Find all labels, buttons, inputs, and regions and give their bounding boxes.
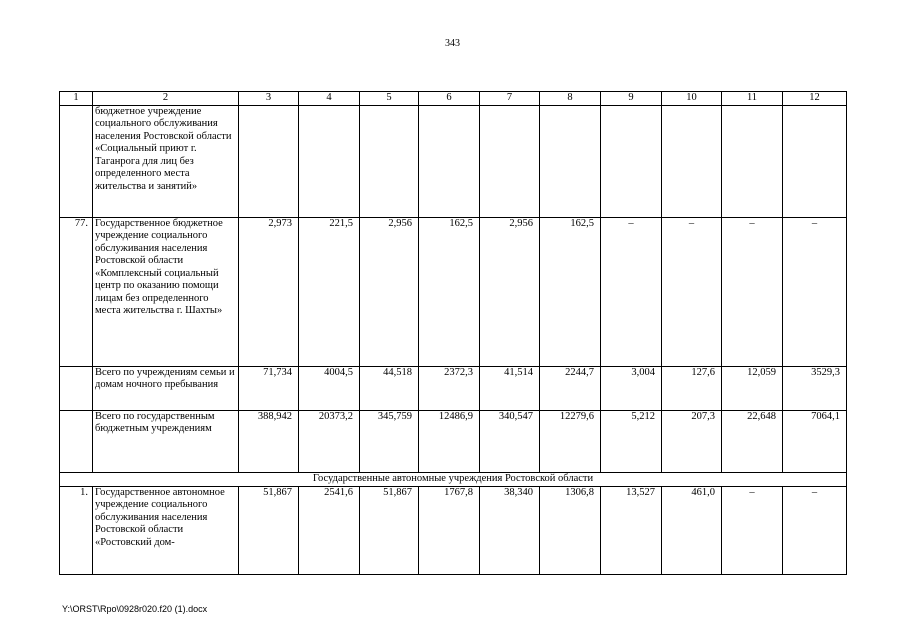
- column-header: 5: [360, 92, 419, 106]
- column-header: 3: [239, 92, 299, 106]
- table-row: [60, 105, 847, 217]
- total-label: Всего по государственным бюджетным учреждениям: [93, 410, 239, 472]
- table-cell: –: [722, 486, 783, 574]
- table-cell: 2244,7: [540, 366, 601, 410]
- header-row: [60, 92, 847, 106]
- table-cell: 162,5: [540, 217, 601, 366]
- table-cell: [419, 105, 480, 217]
- row-index: 1.: [60, 486, 93, 574]
- table-cell: 44,518: [360, 366, 419, 410]
- table-cell: –: [662, 217, 722, 366]
- table-cell: 2,973: [239, 217, 299, 366]
- table-cell: 71,734: [239, 366, 299, 410]
- table-cell: [299, 105, 360, 217]
- table-cell: 2372,3: [419, 366, 480, 410]
- row-index: 77.: [60, 217, 93, 366]
- table-row: [60, 366, 847, 410]
- table-row: [60, 486, 847, 574]
- table-cell: [662, 105, 722, 217]
- column-header: 1: [60, 92, 93, 106]
- institution-name: Государственное автономное учреждение социального обслуживания населения Ростовской области «Ростовский дом-: [93, 486, 239, 574]
- table-cell: 5,212: [601, 410, 662, 472]
- table-cell: 345,759: [360, 410, 419, 472]
- table-cell: 4004,5: [299, 366, 360, 410]
- table-cell: [360, 105, 419, 217]
- column-header: 2: [93, 92, 239, 106]
- table-cell: 12,059: [722, 366, 783, 410]
- table-cell: 2,956: [360, 217, 419, 366]
- table-cell: [540, 105, 601, 217]
- table-cell: 1767,8: [419, 486, 480, 574]
- column-header: 6: [419, 92, 480, 106]
- table-cell: 388,942: [239, 410, 299, 472]
- section-header-row: [60, 472, 847, 486]
- column-header: 11: [722, 92, 783, 106]
- table-cell: 2541,6: [299, 486, 360, 574]
- table-cell: 51,867: [239, 486, 299, 574]
- table-cell: 22,648: [722, 410, 783, 472]
- table-cell: 41,514: [480, 366, 540, 410]
- table-cell: 7064,1: [783, 410, 847, 472]
- table-cell: 3,004: [601, 366, 662, 410]
- table-cell: 221,5: [299, 217, 360, 366]
- table-cell: 51,867: [360, 486, 419, 574]
- row-index: [60, 366, 93, 410]
- table-cell: –: [601, 217, 662, 366]
- table-cell: –: [783, 486, 847, 574]
- column-header: 12: [783, 92, 847, 106]
- row-index: [60, 105, 93, 217]
- table-cell: 3529,3: [783, 366, 847, 410]
- table-cell: 2,956: [480, 217, 540, 366]
- institution-name: бюджетное учреждение социального обслуживания населения Ростовской области «Социальный приют г. Таганрога для лиц без определенного места жительства и занятий»: [93, 105, 239, 217]
- table-cell: 1306,8: [540, 486, 601, 574]
- total-label: Всего по учреждениям семьи и домам ночного пребывания: [93, 366, 239, 410]
- table-cell: [722, 105, 783, 217]
- table-cell: 20373,2: [299, 410, 360, 472]
- column-header: 4: [299, 92, 360, 106]
- column-header: 10: [662, 92, 722, 106]
- table-cell: [239, 105, 299, 217]
- table-row: [60, 217, 847, 366]
- table-cell: 38,340: [480, 486, 540, 574]
- row-index: [60, 410, 93, 472]
- table-cell: 207,3: [662, 410, 722, 472]
- table-cell: 13,527: [601, 486, 662, 574]
- institution-name: Государственное бюджетное учреждение социального обслуживания населения Ростовской области «Комплексный социальный центр по оказанию помощи лицам без определенного места жительства г. Шахты»: [93, 217, 239, 366]
- data-table: [59, 91, 847, 575]
- section-header: Государственные автономные учреждения Ростовской области: [60, 472, 847, 486]
- table-cell: –: [722, 217, 783, 366]
- table-cell: 162,5: [419, 217, 480, 366]
- table-cell: –: [783, 217, 847, 366]
- table-row: [60, 410, 847, 472]
- table-cell: 340,547: [480, 410, 540, 472]
- table-cell: 12279,6: [540, 410, 601, 472]
- table-cell: [480, 105, 540, 217]
- file-path-footer: Y:\ORST\Rpo\0928r020.f20 (1).docx: [62, 604, 208, 614]
- column-header: 9: [601, 92, 662, 106]
- column-header: 8: [540, 92, 601, 106]
- table-cell: 12486,9: [419, 410, 480, 472]
- table-cell: [601, 105, 662, 217]
- column-header: 7: [480, 92, 540, 106]
- table-cell: [783, 105, 847, 217]
- page-number: 343: [445, 38, 460, 49]
- table-cell: 461,0: [662, 486, 722, 574]
- table-cell: 127,6: [662, 366, 722, 410]
